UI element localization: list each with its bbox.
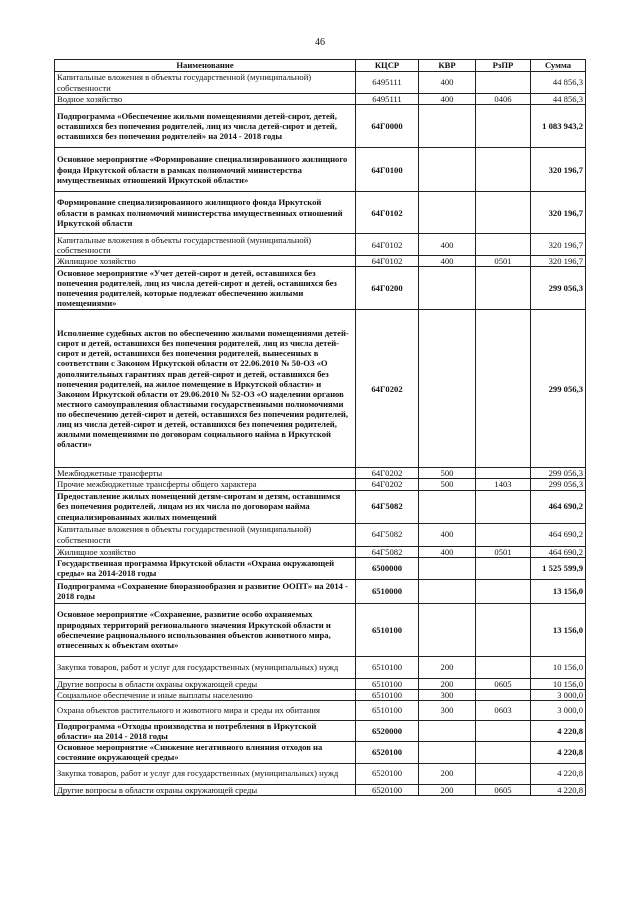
cell-rzpr xyxy=(476,603,531,656)
cell-kcsr: 64Г0102 xyxy=(356,256,419,267)
cell-kcsr: 6520100 xyxy=(356,742,419,763)
budget-table xyxy=(54,59,586,796)
cell-rzpr xyxy=(476,557,531,579)
cell-kcsr: 64Г5082 xyxy=(356,523,419,546)
table-row xyxy=(55,94,586,105)
cell-name: Основное мероприятие «Учет детей-сирот и детей, оставшихся без попечения родителей, лиц из числа детей-сирот и детей, оставшихся без попечения родителей, которые подлежат обеспечению жилыми помещениями» xyxy=(55,267,356,310)
cell-kcsr: 6495111 xyxy=(356,94,419,105)
table-row xyxy=(55,557,586,579)
cell-rzpr xyxy=(476,192,531,234)
cell-kcsr: 64Г0200 xyxy=(356,267,419,310)
table-row xyxy=(55,310,586,468)
cell-kvr xyxy=(419,267,476,310)
cell-name: Подпрограмма «Отходы производства и потребления в Иркутской области» на 2014 - 2018 годы xyxy=(55,720,356,741)
cell-kcsr: 64Г0102 xyxy=(356,234,419,256)
table-row xyxy=(55,234,586,256)
cell-sum: 10 156,0 xyxy=(531,656,586,678)
cell-name: Предоставление жилых помещений детям-сиротам и детям, оставшимся без попечения родителей, лицам из их числа по договорам найма специализированных жилых помещений xyxy=(55,490,356,523)
cell-sum: 299 056,3 xyxy=(531,310,586,468)
table-row xyxy=(55,546,586,557)
cell-sum: 464 690,2 xyxy=(531,546,586,557)
cell-sum: 320 196,7 xyxy=(531,256,586,267)
cell-kvr xyxy=(419,557,476,579)
table-row xyxy=(55,490,586,523)
table-header-row xyxy=(55,60,586,72)
cell-kcsr: 64Г0100 xyxy=(356,148,419,192)
cell-name: Формирование специализированного жилищного фонда Иркутской области в рамках полномочий министерства имущественных отношений Иркутской области xyxy=(55,192,356,234)
cell-sum: 13 156,0 xyxy=(531,579,586,603)
cell-name: Основное мероприятие «Сохранение, развитие особо охраняемых природных территорий регионального значения Иркутской области и обеспечение рационального использования объектов животного мира, отнесенных к объектам охоты» xyxy=(55,603,356,656)
cell-sum: 299 056,3 xyxy=(531,479,586,490)
cell-name: Основное мероприятие «Снижение негативного влияния отходов на состояние окружающей среды» xyxy=(55,742,356,763)
cell-kvr: 400 xyxy=(419,94,476,105)
cell-kcsr: 64Г0202 xyxy=(356,479,419,490)
cell-name: Капитальные вложения в объекты государственной (муниципальной) собственности xyxy=(55,523,356,546)
table-row xyxy=(55,148,586,192)
cell-rzpr: 0605 xyxy=(476,784,531,795)
page-number: 46 xyxy=(315,37,325,48)
cell-name: Закупка товаров, работ и услуг для государственных (муниципальных) нужд xyxy=(55,763,356,784)
cell-name: Капитальные вложения в объекты государственной (муниципальной) собственности xyxy=(55,234,356,256)
table-row xyxy=(55,256,586,267)
cell-rzpr xyxy=(476,523,531,546)
cell-kvr: 400 xyxy=(419,234,476,256)
table-row xyxy=(55,105,586,148)
cell-kvr: 200 xyxy=(419,656,476,678)
cell-kcsr: 64Г0202 xyxy=(356,468,419,479)
cell-sum: 10 156,0 xyxy=(531,678,586,689)
cell-rzpr: 0406 xyxy=(476,94,531,105)
cell-sum: 320 196,7 xyxy=(531,234,586,256)
cell-rzpr xyxy=(476,656,531,678)
header-rzpr: РзПР xyxy=(476,60,531,72)
cell-name: Исполнение судебных актов по обеспечению жилыми помещениями детей-сирот и детей, оставшихся без попечения родителей, лиц из числа детей-сирот и детей, оставшихся без попечения родителей, вынесенных в соответствии с Законом Иркутской области от 22.06.2010 № 50-ОЗ «О дополнительных гарантиях прав детей-сирот и детей, оставшихся без попечения родителей, на жилое помещение в Иркутской области» и Законом Иркутской области от 29.06.2010 № 52-ОЗ «О наделении органов местного самоуправления областными государственными полномочиями по обеспечению детей-сирот и детей, оставшихся без попечения родителей, лиц из числа детей-сирот и детей, оставшихся без попечения родителей, жилыми помещениями по договорам социального найма в Иркутской области» xyxy=(55,310,356,468)
cell-kcsr: 6510000 xyxy=(356,579,419,603)
cell-name: Жилищное хозяйство xyxy=(55,546,356,557)
cell-rzpr xyxy=(476,148,531,192)
cell-sum: 1 083 943,2 xyxy=(531,105,586,148)
cell-kcsr: 6520000 xyxy=(356,720,419,741)
cell-rzpr xyxy=(476,72,531,94)
cell-kvr xyxy=(419,105,476,148)
cell-rzpr xyxy=(476,105,531,148)
cell-kcsr: 6510100 xyxy=(356,689,419,700)
cell-kcsr: 64Г5082 xyxy=(356,490,419,523)
cell-kvr: 200 xyxy=(419,784,476,795)
cell-kcsr: 6510100 xyxy=(356,603,419,656)
cell-kvr xyxy=(419,742,476,763)
cell-name: Социальное обеспечение и иные выплаты населению xyxy=(55,689,356,700)
cell-kvr: 400 xyxy=(419,523,476,546)
cell-name: Прочие межбюджетные трансферты общего характера xyxy=(55,479,356,490)
header-sum: Сумма xyxy=(531,60,586,72)
cell-kcsr: 6510100 xyxy=(356,656,419,678)
cell-kcsr: 64Г0202 xyxy=(356,310,419,468)
cell-name: Другие вопросы в области охраны окружающей среды xyxy=(55,784,356,795)
cell-rzpr: 1403 xyxy=(476,479,531,490)
cell-kcsr: 64Г0000 xyxy=(356,105,419,148)
table-row xyxy=(55,603,586,656)
cell-kcsr: 6510100 xyxy=(356,700,419,720)
cell-name: Государственная программа Иркутской области «Охрана окружающей среды» на 2014-2018 годы xyxy=(55,557,356,579)
cell-kvr: 200 xyxy=(419,678,476,689)
cell-kvr xyxy=(419,192,476,234)
cell-rzpr xyxy=(476,579,531,603)
cell-sum: 320 196,7 xyxy=(531,192,586,234)
cell-sum: 299 056,3 xyxy=(531,468,586,479)
cell-rzpr xyxy=(476,468,531,479)
cell-name: Жилищное хозяйство xyxy=(55,256,356,267)
cell-kvr xyxy=(419,310,476,468)
cell-name: Водное хозяйство xyxy=(55,94,356,105)
table-row xyxy=(55,742,586,763)
cell-sum: 320 196,7 xyxy=(531,148,586,192)
cell-rzpr: 0603 xyxy=(476,700,531,720)
cell-kcsr: 6510100 xyxy=(356,678,419,689)
cell-rzpr xyxy=(476,720,531,741)
cell-kcsr: 6520100 xyxy=(356,763,419,784)
table-row xyxy=(55,192,586,234)
cell-name: Капитальные вложения в объекты государственной (муниципальной) собственности xyxy=(55,72,356,94)
cell-kvr: 400 xyxy=(419,72,476,94)
cell-sum: 3 000,0 xyxy=(531,700,586,720)
table-row xyxy=(55,468,586,479)
cell-kvr: 200 xyxy=(419,763,476,784)
cell-rzpr: 0605 xyxy=(476,678,531,689)
cell-rzpr xyxy=(476,490,531,523)
cell-name: Подпрограмма «Обеспечение жильми помещениями детей-сирот, детей, оставшихся без попечения родителей, лиц из числа детей-сирот и детей, оставшихся без попечения родителей» на 2014 - 2018 годы xyxy=(55,105,356,148)
table-body xyxy=(55,72,586,796)
cell-rzpr xyxy=(476,689,531,700)
table-row xyxy=(55,720,586,741)
cell-kvr: 400 xyxy=(419,256,476,267)
cell-sum: 4 220,8 xyxy=(531,784,586,795)
cell-kcsr: 6520100 xyxy=(356,784,419,795)
cell-sum: 44 856,3 xyxy=(531,72,586,94)
cell-sum: 464 690,2 xyxy=(531,490,586,523)
header-kvr: КВР xyxy=(419,60,476,72)
cell-name: Межбюджетные трансферты xyxy=(55,468,356,479)
cell-kvr xyxy=(419,579,476,603)
header-name: Наименование xyxy=(55,60,356,72)
cell-name: Подпрограмма «Сохранение биоразнообразия и развитие ООПТ» на 2014 - 2018 годы xyxy=(55,579,356,603)
cell-sum: 464 690,2 xyxy=(531,523,586,546)
cell-kvr: 500 xyxy=(419,479,476,490)
cell-sum: 3 000,0 xyxy=(531,689,586,700)
cell-kvr: 400 xyxy=(419,546,476,557)
cell-kvr xyxy=(419,148,476,192)
cell-rzpr xyxy=(476,763,531,784)
cell-rzpr: 0501 xyxy=(476,546,531,557)
cell-sum: 44 856,3 xyxy=(531,94,586,105)
table-row xyxy=(55,700,586,720)
cell-sum: 13 156,0 xyxy=(531,603,586,656)
cell-rzpr xyxy=(476,234,531,256)
header-kcsr: КЦСР xyxy=(356,60,419,72)
table-row xyxy=(55,763,586,784)
table-row xyxy=(55,523,586,546)
cell-kvr xyxy=(419,603,476,656)
table-row xyxy=(55,579,586,603)
cell-rzpr xyxy=(476,310,531,468)
table-row xyxy=(55,678,586,689)
table-row xyxy=(55,689,586,700)
cell-kcsr: 64Г5082 xyxy=(356,546,419,557)
cell-sum: 1 525 599,9 xyxy=(531,557,586,579)
table-row xyxy=(55,656,586,678)
table-row xyxy=(55,479,586,490)
cell-rzpr xyxy=(476,742,531,763)
cell-name: Другие вопросы в области охраны окружающей среды xyxy=(55,678,356,689)
cell-sum: 4 220,8 xyxy=(531,763,586,784)
cell-name: Охрана объектов растительного и животного мира и среды их обитания xyxy=(55,700,356,720)
cell-sum: 4 220,8 xyxy=(531,720,586,741)
cell-kcsr: 6500000 xyxy=(356,557,419,579)
cell-kvr: 300 xyxy=(419,689,476,700)
cell-kcsr: 64Г0102 xyxy=(356,192,419,234)
cell-kvr xyxy=(419,490,476,523)
cell-name: Закупка товаров, работ и услуг для государственных (муниципальных) нужд xyxy=(55,656,356,678)
table-row xyxy=(55,784,586,795)
cell-kvr: 300 xyxy=(419,700,476,720)
cell-kvr xyxy=(419,720,476,741)
cell-sum: 299 056,3 xyxy=(531,267,586,310)
cell-rzpr: 0501 xyxy=(476,256,531,267)
cell-kcsr: 6495111 xyxy=(356,72,419,94)
table-row xyxy=(55,72,586,94)
cell-sum: 4 220,8 xyxy=(531,742,586,763)
table-row xyxy=(55,267,586,310)
cell-name: Основное мероприятие «Формирование специализированного жилищного фонда Иркутской области в рамках полномочий министерства имущественных отношений Иркутской области» xyxy=(55,148,356,192)
cell-rzpr xyxy=(476,267,531,310)
cell-kvr: 500 xyxy=(419,468,476,479)
